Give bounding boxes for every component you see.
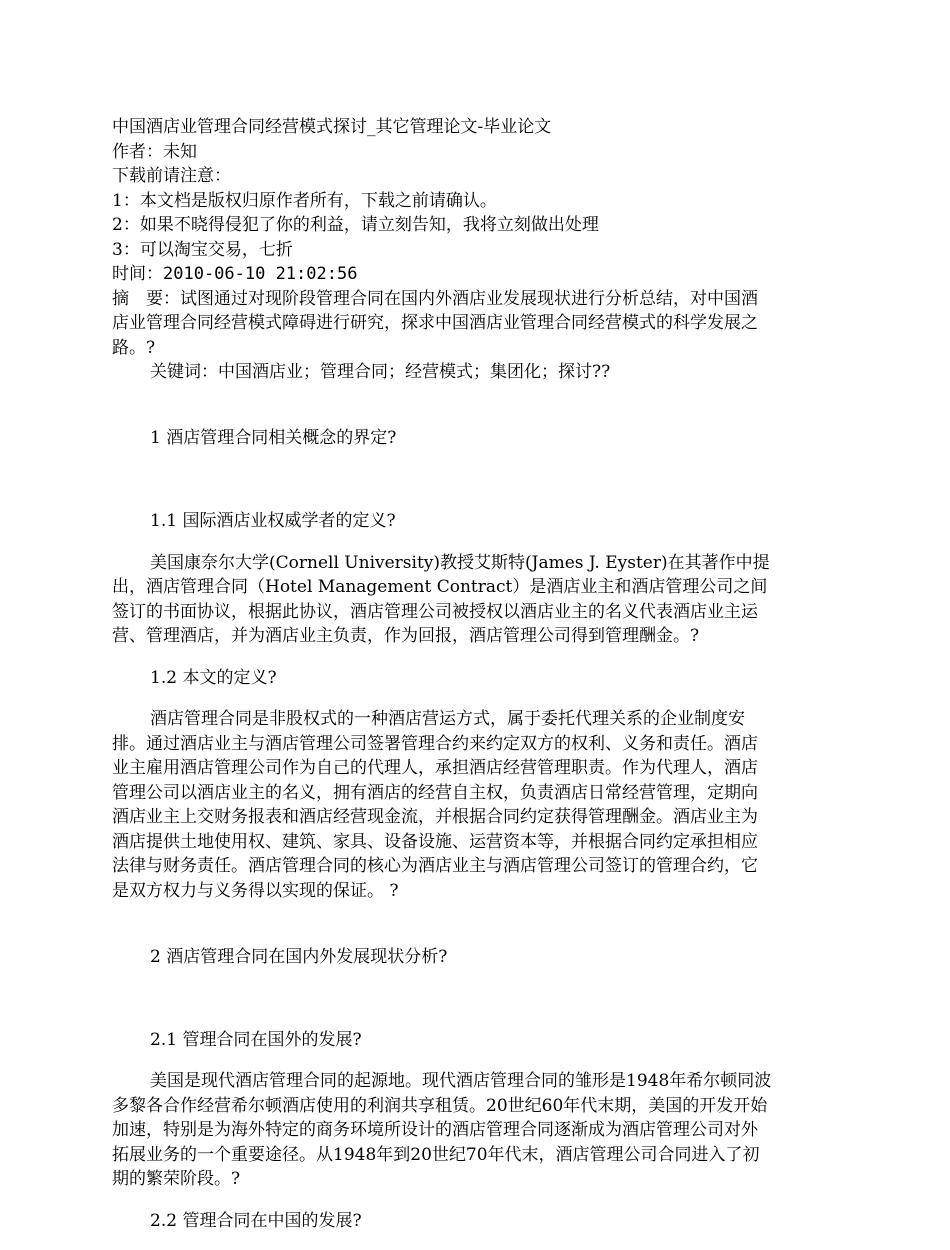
document-page [112,115,772,1250]
notice-item: 2：如果不晓得侵犯了你的利益，请立刻告知，我将立刻做出处理 [112,215,599,235]
subsection-heading: 2.1 管理合同在国外的发展? [150,1029,362,1050]
author-line: 作者：未知 [112,141,197,162]
keywords: 关键词：中国酒店业；管理合同；经营模式；集团化；探讨?? [150,362,611,382]
spacer [112,903,772,928]
subsection-heading: 1.1 国际酒店业权威学者的定义? [150,511,396,531]
body-paragraph: 美国康奈尔大学(Cornell University)教授艾斯特(James J. Eyster)在其著作中提出，酒店管理合同（Hotel Management Contract）是酒店业主和酒店管理公司之间签订的书面协议，根据此协议，酒店管理公司被授权以酒店业主的名义代表酒店业主运营、管理酒店，并为酒店业主负责，作为回报，酒店管理公司得到管理酬金。? [112,552,770,646]
spacer [112,385,772,410]
spacer [112,986,772,1011]
section-heading: 1 酒店管理合同相关概念的界定? [150,428,397,448]
document-title: 中国酒店业管理合同经营模式探讨_其它管理论文-毕业论文 [112,117,552,137]
section-heading: 2 酒店管理合同在国内外发展现状分析? [150,946,448,967]
body-paragraph: 美国是现代酒店管理合同的起源地。现代酒店管理合同的雏形是1948年希尔顿同波多黎各合作经营希尔顿酒店使用的利润共享租赁。20世纪60年代末期，美国的开发开始加速，特别是为海外特定的商务环境所设计的酒店管理合同逐渐成为酒店管理公司对外拓展业务的一个重要途径。从1948年到20世纪70年代末，酒店管理公司合同进入了初期的繁荣阶段。? [112,1071,772,1189]
notice-header: 下载前请注意： [112,166,231,186]
timestamp: 时间：2010-06-10 21:02:56 [112,264,358,284]
abstract: 摘 要：试图通过对现阶段管理合同在国内外酒店业发展现状进行分析总结，对中国酒店业管理合同经营模式障碍进行研究，探求中国酒店业管理合同经营模式的科学发展之路。? [112,288,758,358]
body-paragraph: 酒店管理合同是非股权式的一种酒店营运方式，属于委托代理关系的企业制度安排。通过酒店业主与酒店管理公司签署管理合约来约定双方的权利、义务和责任。酒店业主雇用酒店管理公司作为自己的代理人，承担酒店经营管理职责。作为代理人，酒店管理公司以酒店业主的名义，拥有酒店的经营自主权，负责酒店日常经营管理，定期向酒店业主上交财务报表和酒店经营现金流，并根据合同约定获得管理酬金。酒店业主为酒店提供土地使用权、建筑、家具、设备设施、运营资本等，并根据合同约定承担相应法律与财务责任。酒店管理合同的核心为酒店业主与酒店管理公司签订的管理合约，它是双方权力与义务得以实现的保证。 ? [112,709,758,901]
notice-item: 1：本文档是版权归原作者所有，下载之前请确认。 [112,190,497,211]
subsection-heading: 1.2 本文的定义? [150,667,277,688]
notice-item: 3：可以淘宝交易，七折 [112,239,293,260]
spacer [112,468,772,493]
subsection-heading: 2.2 管理合同在中国的发展? [150,1210,362,1231]
